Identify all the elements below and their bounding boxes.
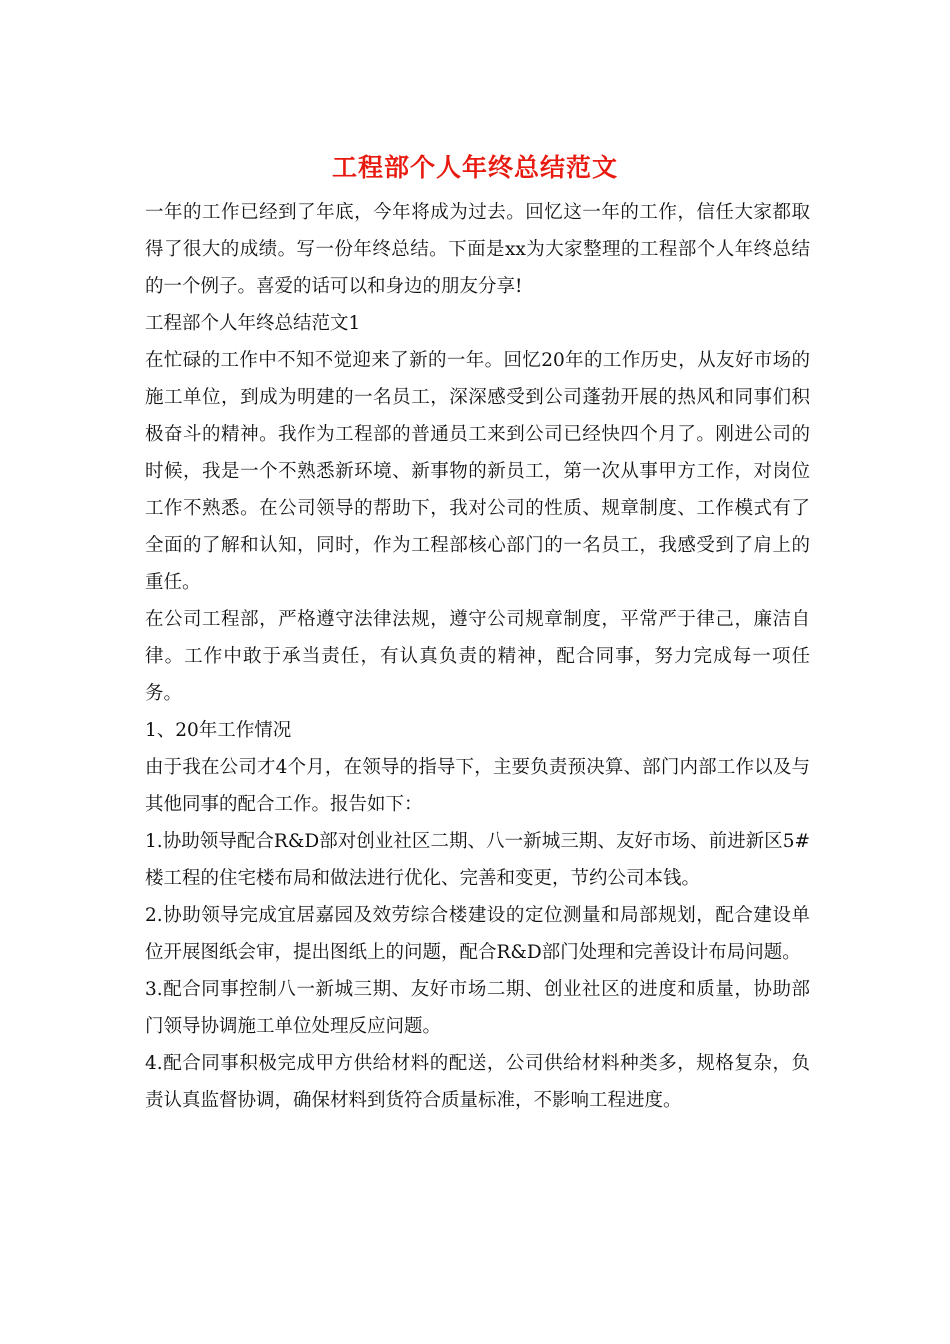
list-item: 4.配合同事积极完成甲方供给材料的配送，公司供给材料种类多，规格复杂，负责认真监督协调，确保材料到货符合质量标准，不影响工程进度。 [145, 1053, 810, 1111]
paragraph-intro: 一年的工作已经到了年底，今年将成为过去。回忆这一年的工作，信任大家都取得了很大的成绩。写一份年终总结。下面是xx为大家整理的工程部个人年终总结的一个例子。喜爱的话可以和身边的朋友分享! [145, 202, 810, 297]
paragraph: 由于我在公司才4个月，在领导的指导下，主要负责预决算、部门内部工作以及与其他同事的配合工作。报告如下： [145, 757, 810, 815]
list-item: 3.配合同事控制八一新城三期、友好市场二期、创业社区的进度和质量，协助部门领导协调施工单位处理反应问题。 [145, 979, 810, 1037]
document-title: 工程部个人年终总结范文 [331, 153, 618, 182]
document-body [145, 194, 810, 1119]
section-heading-work: 1、20年工作情况 [145, 720, 292, 741]
paragraph: 在忙碌的工作中不知不觉迎来了新的一年。回忆20年的工作历史，从友好市场的施工单位，到成为明建的一名员工，深深感受到公司蓬勃开展的热风和同事们积极奋斗的精神。我作为工程部的普通员工来到公司已经快四个月了。刚进公司的时候，我是一个不熟悉新环境、新事物的新员工，第一次从事甲方工作，对岗位工作不熟悉。在公司领导的帮助下，我对公司的性质、规章制度、工作模式有了全面的了解和认知，同时，作为工程部核心部门的一名员工，我感受到了肩上的重任。 [145, 350, 810, 593]
list-item: 1.协助领导配合R&D部对创业社区二期、八一新城三期、友好市场、前进新区5#楼工程的住宅楼布局和做法进行优化、完善和变更，节约公司本钱。 [145, 831, 810, 889]
paragraph: 在公司工程部，严格遵守法律法规，遵守公司规章制度，平常严于律己，廉洁自律。工作中敢于承当责任，有认真负责的精神，配合同事，努力完成每一项任务。 [145, 609, 810, 704]
list-item: 2.协助领导完成宜居嘉园及效劳综合楼建设的定位测量和局部规划，配合建设单位开展图纸会审，提出图纸上的问题，配合R&D部门处理和完善设计布局问题。 [145, 905, 810, 963]
section-heading-1: 工程部个人年终总结范文1 [145, 313, 361, 334]
